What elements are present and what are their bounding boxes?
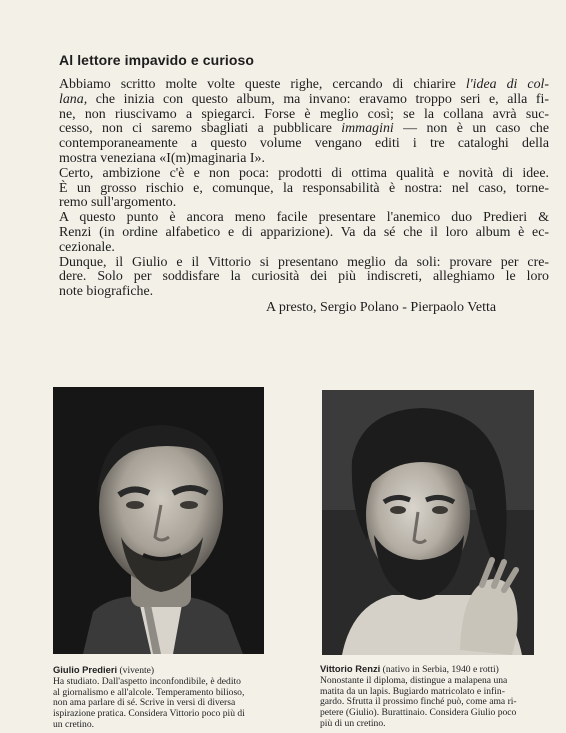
caption-line: al giornalismo e all'alcole. Temperamento bilioso, [53, 686, 245, 698]
intro-line: mostra veneziana «I(m)maginaria I». [59, 150, 265, 166]
intro-line: È un grosso rischio e, comunque, la responsabilità è nostra: nel caso, torne- [59, 180, 549, 196]
intro-line: Dunque, il Giulio e il Vittorio si presentano meglio da soli: provare per cre- [59, 254, 549, 270]
caption-predieri [53, 665, 273, 731]
intro-line: lana, che inizia con questo album, ma invano: eravamo troppo seri e, alla fi- [59, 91, 549, 107]
portrait-photo-predieri [53, 387, 264, 654]
intro-line: Certo, ambizione c'è e non poca: prodotti di ottima qualità e novità di idee. [59, 165, 549, 181]
caption-line: più di un cretino. [320, 717, 386, 729]
caption-line: non ama parlare di sé. Scrive in versi di diversa [53, 697, 236, 709]
intro-line: Renzi (in ordine alfabetico e di apparizione). Va da sé che il loro album è ec- [59, 224, 549, 240]
intro-line: contemporaneamente a questo volume vengano editi i tre cataloghi della [59, 136, 549, 152]
caption-line: Ha studiato. Dall'aspetto inconfondibile, è dedito [53, 675, 241, 687]
intro-line: cezionale. [59, 239, 115, 255]
intro-text [59, 78, 549, 300]
intro-line: ne, non riuscivamo a spiegarci. Forse è meglio così; se la collana avrà suc- [59, 106, 549, 122]
intro-line: note biografiche. [59, 284, 154, 300]
intro-line: dere. Solo per soddisfare la curiosità dei più indiscreti, alleghiamo le loro [59, 269, 549, 285]
intro-line: Abbiamo scritto molte volte queste righe, cercando di chiarire l'idea di col- [59, 77, 550, 92]
caption-renzi [320, 664, 545, 730]
page-title: Al lettore impavido e curioso [59, 52, 255, 68]
portrait-photo-renzi [322, 390, 534, 655]
caption-line: matita da un lapis. Bugiardo matricolato e infin- [320, 685, 505, 697]
caption-line: petere (Giulio). Burattinaio. Considera Giulio poco [320, 707, 517, 719]
caption-heading: Giulio Predieri (vivente) [53, 664, 155, 676]
signature: A presto, Sergio Polano - Pierpaolo Vetta [266, 300, 497, 315]
caption-line: un cretino. [53, 718, 95, 730]
caption-heading: Vittorio Renzi (nativo in Serbia, 1940 e rotti) [320, 663, 499, 675]
caption-line: gardo. Sfrutta il prossimo finché può, come ama ri- [320, 696, 517, 708]
caption-line: ispirazione pratica. Considera Vittorio poco più di [53, 708, 245, 720]
intro-line: remo sull'argomento. [59, 195, 177, 211]
caption-line: Nonostante il diploma, distingue a malapena una [320, 674, 508, 686]
intro-line: cesso, non ci saremo sbagliati a pubblicare immagini — non è un caso che [59, 121, 549, 137]
intro-line: A questo punto è ancora meno facile presentare l'anemico duo Predieri & [59, 210, 549, 226]
